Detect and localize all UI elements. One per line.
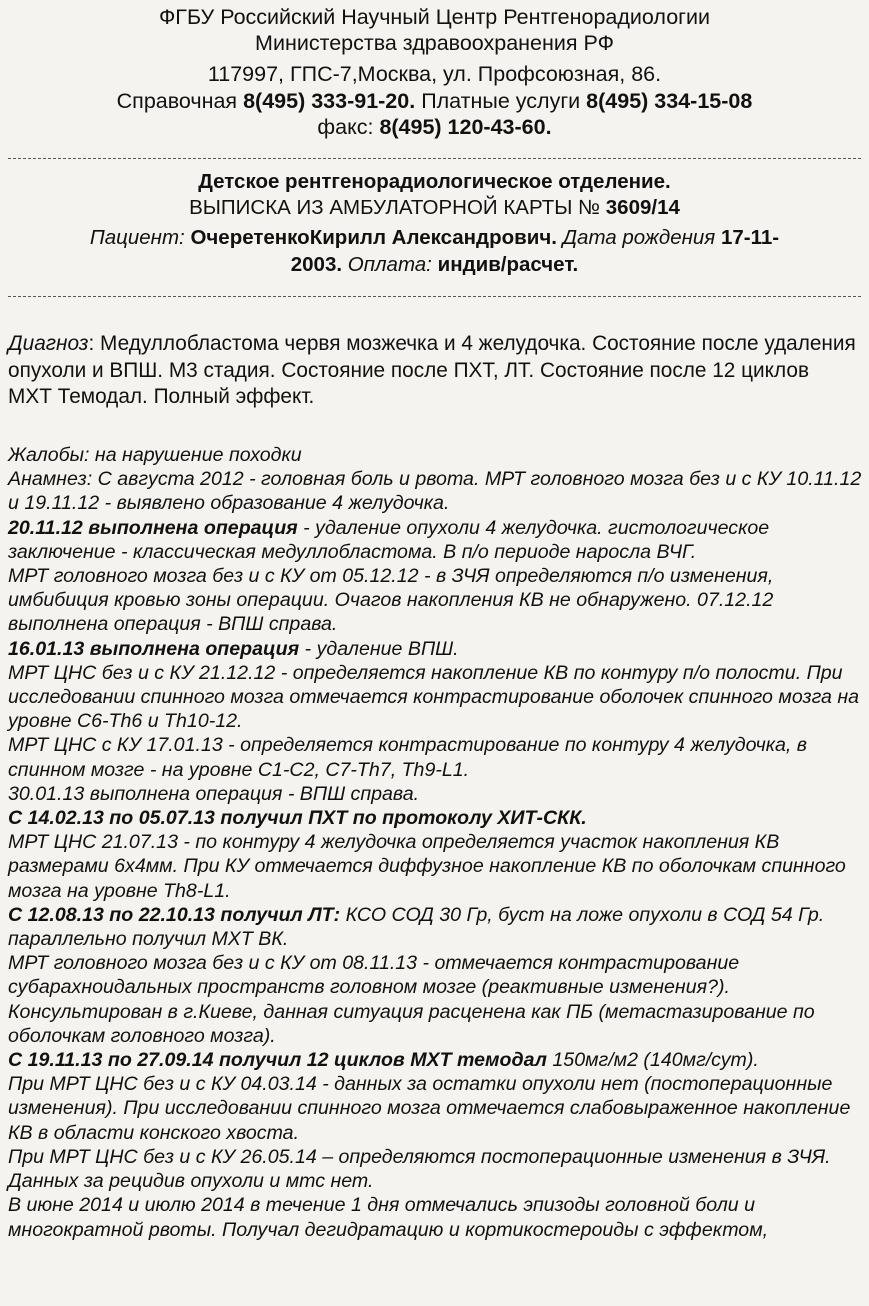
paid-label: Платные услуги — [421, 89, 581, 113]
diagnosis-label: Диагноз — [8, 332, 89, 355]
fax-label: факс: — [317, 115, 374, 139]
lt-course-title: С 12.08.13 по 22.10.13 получил ЛТ: — [8, 903, 341, 926]
phone-line — [0, 88, 869, 114]
org-address: 117997, ГПС-7,Москва, ул. Профсоюзная, 86. — [207, 62, 662, 86]
mri-4: МРТ ЦНС 21.07.13 - по контуру 4 желудочка определяется участок накопления КВ размерами 6х4мм. При КУ отмечается диффузное накопление КВ по оболочкам спинного мозга на уровне Th8-L1. — [8, 831, 846, 902]
dob-value-2: 2003. — [290, 253, 343, 276]
org-name-line-1: ФГБУ Российский Научный Центр Рентгенорадиологии — [158, 5, 711, 29]
card-number: 3609/14 — [605, 196, 680, 219]
operation-1-text: - удаление опухоли 4 желудочка. гистологическое заключение - классическая медуллобластома. В п/о периоде наросла ВЧГ. — [8, 516, 770, 563]
fax-line — [0, 114, 869, 140]
extract-title — [0, 196, 869, 220]
operation-1 — [8, 516, 864, 564]
mri-5: МРТ головного мозга без и с КУ от 08.11.13 - отмечается контрастирование субарахноидальных пространств головном мозге (реактивные изменения?). Консультирован в г.Киеве, данная ситуация расценена как ПБ (метастазирование по оболочкам головного мозга). — [8, 952, 815, 1047]
patient-name: ОчеретенкоКирилл Александрович. — [190, 226, 557, 249]
diagnosis — [8, 331, 858, 411]
extract-label: ВЫПИСКА ИЗ АМБУЛАТОРНОЙ КАРТЫ № — [189, 196, 601, 219]
divider-bottom — [8, 296, 861, 297]
mri-6: При МРТ ЦНС без и с КУ 04.03.14 - данных за остатки опухоли нет (постоперационные изменения). При исследовании спинного мозга отмечается слабовыраженное накопление КВ в области конского хвоста. — [8, 1073, 851, 1144]
operation-2-title: 16.01.13 выполнена операция — [8, 637, 300, 660]
operation-2 — [8, 637, 864, 661]
info-phone: 8(495) 333-91-20. — [243, 89, 416, 113]
payment-label: Оплата: — [347, 253, 432, 276]
paid-phone: 8(495) 334-15-08 — [586, 89, 753, 113]
mri-2: МРТ ЦНС без и с КУ 21.12.12 - определяется накопление КВ по контуру п/о полости. При исследовании спинного мозга отмечается контрастирование оболочек спинного мозга на уровне С6-Th6 и Th10-12. — [8, 661, 860, 733]
mxt-course — [8, 1048, 864, 1072]
mxt-course-text: 150мг/м2 (140мг/сут). — [546, 1049, 759, 1072]
patient-label: Пациент: — [89, 226, 185, 249]
medical-history — [8, 443, 864, 1242]
dob-label: Дата рождения — [562, 226, 716, 249]
patient-info — [12, 224, 857, 278]
mri-3: МРТ ЦНС с КУ 17.01.13 - определяется контрастирование по контуру 4 желудочка, в спинном мозге - на уровне С1-С2, С7-Th7, Th9-L1. — [8, 734, 807, 781]
info-label: Справочная — [116, 89, 238, 113]
lt-course-text: КСО СОД 30 Гр, буст на ложе опухоли в СОД 54 Гр. параллельно получил МХТ ВК. — [8, 903, 825, 951]
mri-7: При МРТ ЦНС без и с КУ 26.05.14 – определяются постоперационные изменения в ЗЧЯ. Данных за рецидив опухоли и мтс нет. — [8, 1145, 831, 1193]
pxt-course — [8, 806, 864, 830]
fax-phone: 8(495) 120-43-60. — [379, 115, 552, 139]
department-title: Детское рентгенорадиологическое отделение. — [198, 170, 671, 193]
mri-1: МРТ головного мозга без и с КУ от 05.12.12 - в ЗЧЯ определяются п/о изменения, имбибиция кровью зоны операции. Очагов накопления КВ не обнаружено. 07.12.12 выполнена операция - ВПШ справа. — [8, 565, 774, 636]
operation-2-text: - удаление ВПШ. — [299, 637, 459, 660]
divider-top — [8, 158, 861, 159]
payment-value: индив/расчет. — [437, 253, 579, 276]
operation-3: 30.01.13 выполнена операция - ВПШ справа. — [8, 782, 420, 805]
mxt-course-title: С 19.11.13 по 27.09.14 получил 12 циклов МХТ темодал — [8, 1049, 547, 1072]
dob-value-1: 17-11- — [720, 226, 780, 249]
lt-course — [8, 903, 864, 951]
operation-1-title: 20.11.12 выполнена операция — [8, 516, 298, 539]
org-name-line-2: Министерства здравоохранения РФ — [255, 31, 614, 55]
anamnesis: Анамнез: С августа 2012 - головная боль и рвота. МРТ головного мозга без и с КУ 10.11.12 и 19.11.12 - выявлено образование 4 желудочка. — [8, 468, 862, 515]
pxt-course-title: С 14.02.13 по 05.07.13 получил ПХТ по протоколу ХИТ-СКК. — [8, 807, 587, 830]
episode: В июне 2014 и июлю 2014 в течение 1 дня отмечались эпизоды головной боли и многократной рвоты. Получал дегидратацию и кортикостероиды с эффектом, — [8, 1194, 769, 1241]
diagnosis-text: : Медуллобластома червя мозжечка и 4 желудочка. Состояние после удаления опухоли и ВПШ. М3 стадия. Состояние после ПХТ, ЛТ. Состояние после 12 циклов МХТ Темодал. Полный эффект. — [8, 332, 856, 408]
complaints: Жалобы: на нарушение походки — [8, 444, 302, 466]
